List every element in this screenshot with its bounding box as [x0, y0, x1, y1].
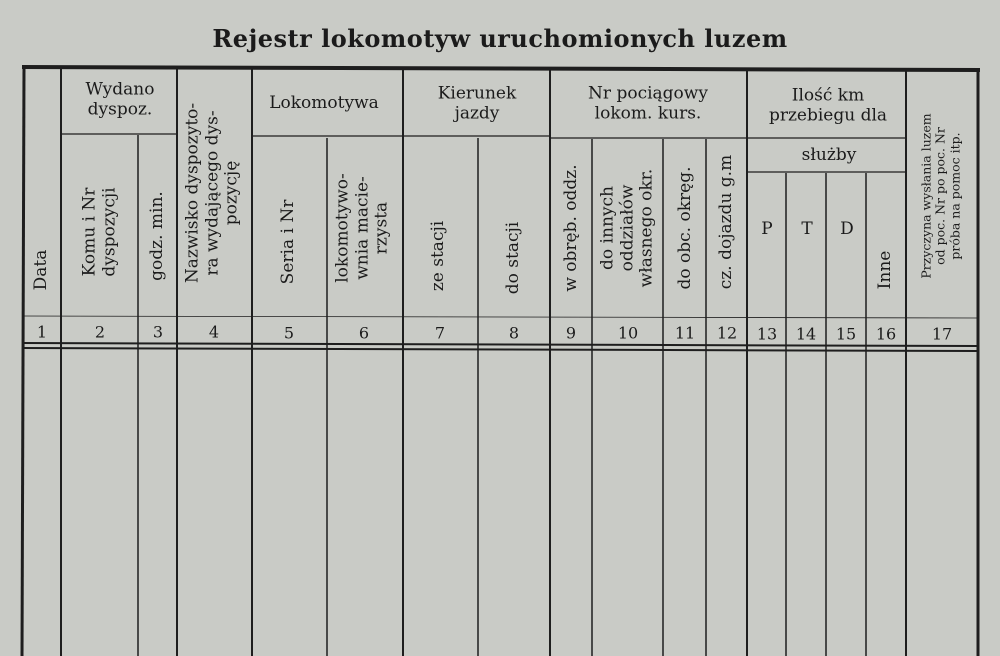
column-number: 17 — [931, 324, 953, 344]
header-wydano: Wydano dyspoz. — [85, 79, 155, 119]
header-komu: Komu i Nr dyspozycji — [79, 187, 119, 277]
header-do-stacji: do stacji — [503, 221, 524, 295]
header-t: T — [801, 219, 813, 240]
column-number: 6 — [358, 323, 370, 343]
header-seria: Seria i Nr — [278, 199, 299, 285]
header-cz-dojazdu: cz. dojazdu g.m — [716, 154, 737, 290]
column-number: 8 — [508, 323, 520, 343]
header-nazwisko: Nazwisko dyspozyto- ra wydającego dys- pozycję — [182, 102, 242, 284]
header-kierunek: Kierunek jazdy — [437, 83, 517, 123]
header-ilosc-km: Ilość km przebiegu dla — [768, 85, 888, 125]
column-number: 9 — [565, 323, 577, 343]
header-lokomotywownia: lokomotywo- wnia macie- rzysta — [332, 173, 392, 283]
column-number: 3 — [152, 322, 164, 342]
column-number: 12 — [716, 323, 738, 343]
column-number: 2 — [94, 322, 106, 342]
column-number: 13 — [756, 324, 778, 344]
column-number: 4 — [208, 322, 220, 342]
header-w-obreb: w obręb. oddz. — [561, 164, 582, 292]
header-d: D — [840, 219, 854, 240]
column-number: 1 — [36, 322, 48, 342]
header-lokomotywa: Lokomotywa — [269, 93, 379, 114]
column-number: 14 — [795, 324, 817, 344]
header-inne: Inne — [875, 250, 896, 290]
header-ze-stacji: ze stacji — [428, 220, 449, 292]
header-p: P — [761, 219, 773, 240]
header-data: Data — [31, 249, 52, 291]
header-do-obc: do obc. okręg. — [675, 166, 696, 290]
column-number: 16 — [875, 324, 897, 344]
page-title: Rejestr lokomotyw uruchomionych luzem — [212, 24, 788, 53]
column-number: 15 — [835, 324, 857, 344]
column-number: 11 — [674, 323, 696, 343]
header-nr-pociagowy: Nr pociągowy lokom. kurs. — [588, 83, 708, 123]
header-przyczyna: Przyczyna wysłania luzem od poc. Nr po poc. Nr próba na pomoc itp. — [918, 113, 963, 279]
header-sluzby: służby — [801, 145, 857, 166]
header-godz: godz. min. — [147, 191, 168, 281]
header-do-innych: do innych oddziałów własnego okr. — [597, 168, 657, 288]
column-number: 5 — [283, 323, 295, 343]
column-number: 10 — [617, 323, 639, 343]
column-number: 7 — [434, 323, 446, 343]
